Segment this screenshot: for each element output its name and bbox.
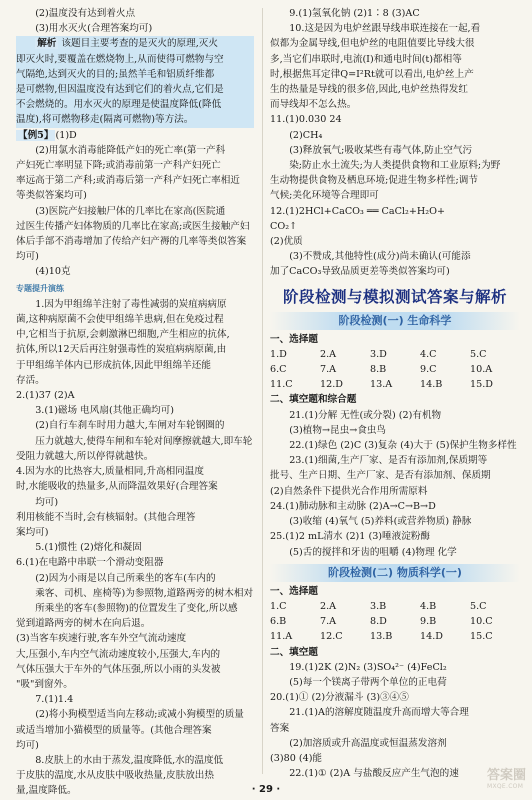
text-line: 利用核能不当时,会有核辐射。(其他合理答 bbox=[16, 511, 196, 523]
text-line: 受阻力就越大,所以停得就越快。 bbox=[16, 450, 154, 462]
text-line: (2)用氯水消毒能降低产妇的死亡率(第一产科 bbox=[35, 144, 226, 156]
answer-row: 11.A 12.C 13.B 14.D 15.C bbox=[270, 631, 493, 643]
text-line: 生的热量是导线的很多倍,因此,电炉丝热得发红 bbox=[270, 84, 468, 96]
watermark-logo: 答案圈 MXQE.COM bbox=[486, 768, 526, 790]
text-line: 22.(1)绿色 (2)C (3)复杂 (4)大于 (5)保护生物多样性 bbox=[289, 440, 517, 452]
left-column bbox=[16, 6, 254, 799]
section-banner: 阶段检测与模拟测试答案与解析 bbox=[282, 287, 507, 306]
text-line: 答案 bbox=[270, 722, 290, 734]
text-line: 均可) bbox=[35, 496, 59, 508]
text-line: 21.(1)分解 无性(或分裂) (2)有机物 bbox=[289, 409, 442, 421]
text-line: 11.(1)0.030 24 bbox=[270, 114, 342, 126]
text-line: 7.(1)1.4 bbox=[35, 694, 74, 706]
text-line: 批号、生产日期、生产厂家、是否有添加剂、保质期 bbox=[270, 470, 491, 482]
text-line: (3)80 (4)能 bbox=[270, 752, 323, 764]
text-line: CO₂↑ bbox=[270, 220, 298, 232]
text-line: (2)加溶质或升高温度或恒温蒸发溶剂 bbox=[289, 737, 447, 749]
text-line: 1.因为甲组绵羊注射了毒性减弱的炭疽病病原 bbox=[35, 298, 227, 310]
text-line: 菌,这种病原菌不会使甲组绵羊患病,但在免疫过程 bbox=[16, 314, 224, 326]
text-line: 3.(1)磁场 电风扇(其他正确均可) bbox=[35, 405, 174, 417]
text-line: (3)收缩 (4)氧气 (5)养料(或营养物质) 静脉 bbox=[289, 516, 472, 528]
answer-row: 6.B 7.A 8.D 9.B 10.C bbox=[270, 616, 493, 628]
text-line: 解析 该题目主要考查的是灭火的原理,灭火 bbox=[37, 38, 218, 50]
text-line: 生动物提供食物及栖息环境;促进生物多样性;调节 bbox=[270, 175, 478, 187]
text-line: 12.(1)2HCl+CaCO₃ ══ CaCl₂+H₂O+ bbox=[270, 205, 445, 217]
text-line: (2)因为小雨是以自己所乘坐的客车(车内的 bbox=[35, 572, 216, 584]
text-line: 中,它相当于抗原,会刺激淋巴细胞,产生相应的抗体, bbox=[16, 329, 230, 341]
text-line: 10.这是因为电炉丝跟导线串联连接在一起,看 bbox=[289, 23, 481, 35]
text-line: (2)自行车刹车时用力越大,车闸对车轮钢圈的 bbox=[35, 420, 225, 432]
text-line: 气体压强大于车外的气体压强,所以小雨的头发被 bbox=[16, 663, 221, 675]
text-line: 22.(1)① (2)A 与盐酸反应产生气泡的速 bbox=[289, 768, 459, 780]
text-line: 多,当它们串联时,电流(I)和通电时间(t)都相等 bbox=[270, 53, 462, 65]
answer-row: 6.C 7.A 8.B 9.C 10.A bbox=[270, 364, 493, 376]
text-line: 2.(1)37 (2)A bbox=[16, 390, 75, 402]
text-line: 加了CaCO₃导致品质更差等类似答案均可) bbox=[270, 266, 450, 278]
right-column bbox=[270, 6, 520, 781]
example-label: 【例5】 bbox=[18, 129, 54, 141]
text-line: 即灭火时,要覆盖在燃烧物上,从而使得可燃物与空 bbox=[16, 53, 224, 65]
text-line: (5)舌的搅拌和牙齿的咀嚼 (4)物理 化学 bbox=[289, 546, 457, 558]
subsection-heading: 阶段检测(一) 生命科学 bbox=[270, 312, 520, 330]
text-line: 案均可) bbox=[16, 526, 49, 538]
question-type-heading: 一、选择题 bbox=[270, 333, 318, 345]
text-line: 6.(1)在电路中串联一个滑动变阻器 bbox=[16, 557, 164, 569]
text-line: (2)优质 bbox=[270, 236, 303, 248]
text-line: 【例5】 (1)D bbox=[18, 129, 77, 141]
text-line: 率远高于第二产科;或消毒后第一产科产妇死亡率相近 bbox=[16, 175, 240, 187]
answer-row: 1.D 2.A 3.D 4.C 5.C bbox=[270, 348, 487, 360]
page-number: · 29 · bbox=[251, 784, 281, 795]
text-line: 压力就越大,使得车闸和车轮对间摩擦就越大,即车轮 bbox=[35, 435, 253, 447]
text-line: 均可) bbox=[16, 739, 39, 751]
text-line: 等类似答案均可) bbox=[16, 190, 87, 202]
text-line: 不会燃烧的。用水灭火的原理是使温度降低(降低 bbox=[16, 99, 222, 111]
question-type-heading: 一、选择题 bbox=[270, 585, 318, 597]
text-line: (3)不赞成,其他特性(成分)尚未确认(可能添 bbox=[289, 251, 471, 263]
text-line: 气隔绝,达到灭火的目的;虽然羊毛和铝质纤维都 bbox=[16, 68, 215, 80]
text-line: (3)当客车疾速行驶,客车外空气流动速度 bbox=[16, 633, 187, 645]
text-line: (2)将小狗模型适当向左移动;或减小狗模型的质量 bbox=[35, 709, 244, 721]
answer-row: 11.C 12.D 13.A 14.B 15.D bbox=[270, 379, 493, 391]
subsection-heading: 阶段检测(二) 物质科学(一) bbox=[270, 564, 520, 582]
text-line: 乘客、司机、座椅等)为参照物,道路两旁的树木相对 bbox=[35, 587, 254, 599]
text-line: 或适当增加小猫模型的质量等。(其他合理答案 bbox=[16, 724, 212, 736]
text-line: (4)10克 bbox=[35, 266, 71, 278]
text-line: (3)医院产妇接触尸体的几率比在家高(医院通 bbox=[35, 205, 226, 217]
text-line: 23.(1)细菌,生产厂家、是否有添加剂,保质期等 bbox=[289, 455, 488, 467]
section-heading: 专题提升演练 bbox=[16, 282, 64, 293]
text-line: (2)自然条件下提供光合作用所需原料 bbox=[270, 485, 428, 497]
text-line: 于甲组绵羊体内已形成抗体,因此甲组绵羊还能 bbox=[16, 359, 211, 371]
text-line: 21.(1)A的溶解度随温度升高而增大等合理 bbox=[289, 707, 469, 719]
text-line: 体后手部不消毒增加了传给产妇产褥的几率等类似答案 bbox=[16, 236, 247, 248]
text-line: 产妇死亡率明显下降;或消毒前第一产科产妇死亡 bbox=[16, 160, 221, 172]
text-line: 量,温度降低。 bbox=[16, 785, 77, 797]
answer-row: 1.C 2.A 3.B 4.B 5.C bbox=[270, 600, 487, 612]
text-line: 20.(1)① (2)分液漏斗 (3)③④⑤ bbox=[270, 692, 409, 704]
text-line: (3)植物→昆虫→食虫鸟 bbox=[289, 424, 387, 436]
text-line: 所乘坐的客车(参照物)的位置发生了变化,所以感 bbox=[35, 602, 238, 614]
text-line: 4.因为水的比热容大,质量相同,升高相同温度 bbox=[16, 466, 204, 478]
text-line: (2)CH₄ bbox=[289, 129, 323, 141]
text-line: 而导线却不怎么热。 bbox=[270, 99, 357, 111]
text-line: 温度),将可燃物移走(隔离可燃物)等方法。 bbox=[16, 114, 194, 126]
text-line: 8.皮肤上的水由于蒸发,温度降低,水的温度低 bbox=[35, 754, 224, 766]
text-line: (5)每一个镁离子带两个单位的正电荷 bbox=[289, 676, 447, 688]
text-line: 19.(1)2K (2)N₂ (3)SO₄²⁻ (4)FeCl₂ bbox=[289, 661, 447, 673]
text-line: "吸"到窗外。 bbox=[16, 678, 73, 690]
text-line: 于皮肤的温度,水从皮肤中吸收热量,皮肤放出热 bbox=[16, 770, 214, 782]
text-line: 是可燃物,但因温度没有达到它们的着火点,它们是 bbox=[16, 84, 224, 96]
text-line: 似都为金属导线,但电炉丝的电阻值要比导线大很 bbox=[270, 38, 475, 50]
text-line: 气候;美化环境等合理即可 bbox=[270, 190, 379, 202]
text-line: 24.(1)肺动脉和主动脉 (2)A→C→B→D bbox=[270, 500, 436, 512]
question-type-heading: 二、填空题和综合题 bbox=[270, 394, 357, 406]
text-line: 染;防止水土流失;为人类提供食物和工业原料;为野 bbox=[289, 160, 501, 172]
text-line: 存活。 bbox=[16, 374, 45, 386]
text-line: 5.(1)惯性 (2)熔化和凝固 bbox=[35, 542, 142, 554]
text-line: (3)用水灭火(合理答案均可) bbox=[35, 23, 153, 35]
text-line: 9.(1)氢氧化钠 (2)1∶8 (3)AC bbox=[289, 8, 420, 19]
text-line: 均可) bbox=[16, 251, 39, 263]
text-line: 大,压强小,车内空气流动速度较小,压强大,车内的 bbox=[16, 648, 221, 660]
text-line: 过医生传播产妇体物质的几率比在家高;或医生接触产妇 bbox=[16, 220, 250, 232]
question-type-heading: 二、填空题 bbox=[270, 646, 318, 658]
text-line: 觉到道路两旁的树木在向后退。 bbox=[16, 618, 151, 630]
analysis-block bbox=[16, 36, 254, 127]
text-line: 抗体,所以12天后再注射强毒性的炭疽病病原菌,由 bbox=[16, 344, 227, 356]
text-line: 时,根据焦耳定律Q=I²Rt就可以看出,电炉丝上产 bbox=[270, 68, 474, 80]
text-line: (2)温度没有达到着火点 bbox=[35, 8, 136, 19]
analysis-label: 解析 bbox=[37, 38, 57, 50]
text-line: (3)释放氧气;吸收某些有毒气体,防止空气污 bbox=[289, 144, 473, 156]
text-line: 时,水能吸收的热量多,从而降温效果好(合理答案 bbox=[16, 481, 218, 493]
column-divider bbox=[262, 8, 263, 774]
text-line: 25.(1)2 mL清水 (2)1 (3)唾液淀粉酶 bbox=[270, 531, 431, 543]
